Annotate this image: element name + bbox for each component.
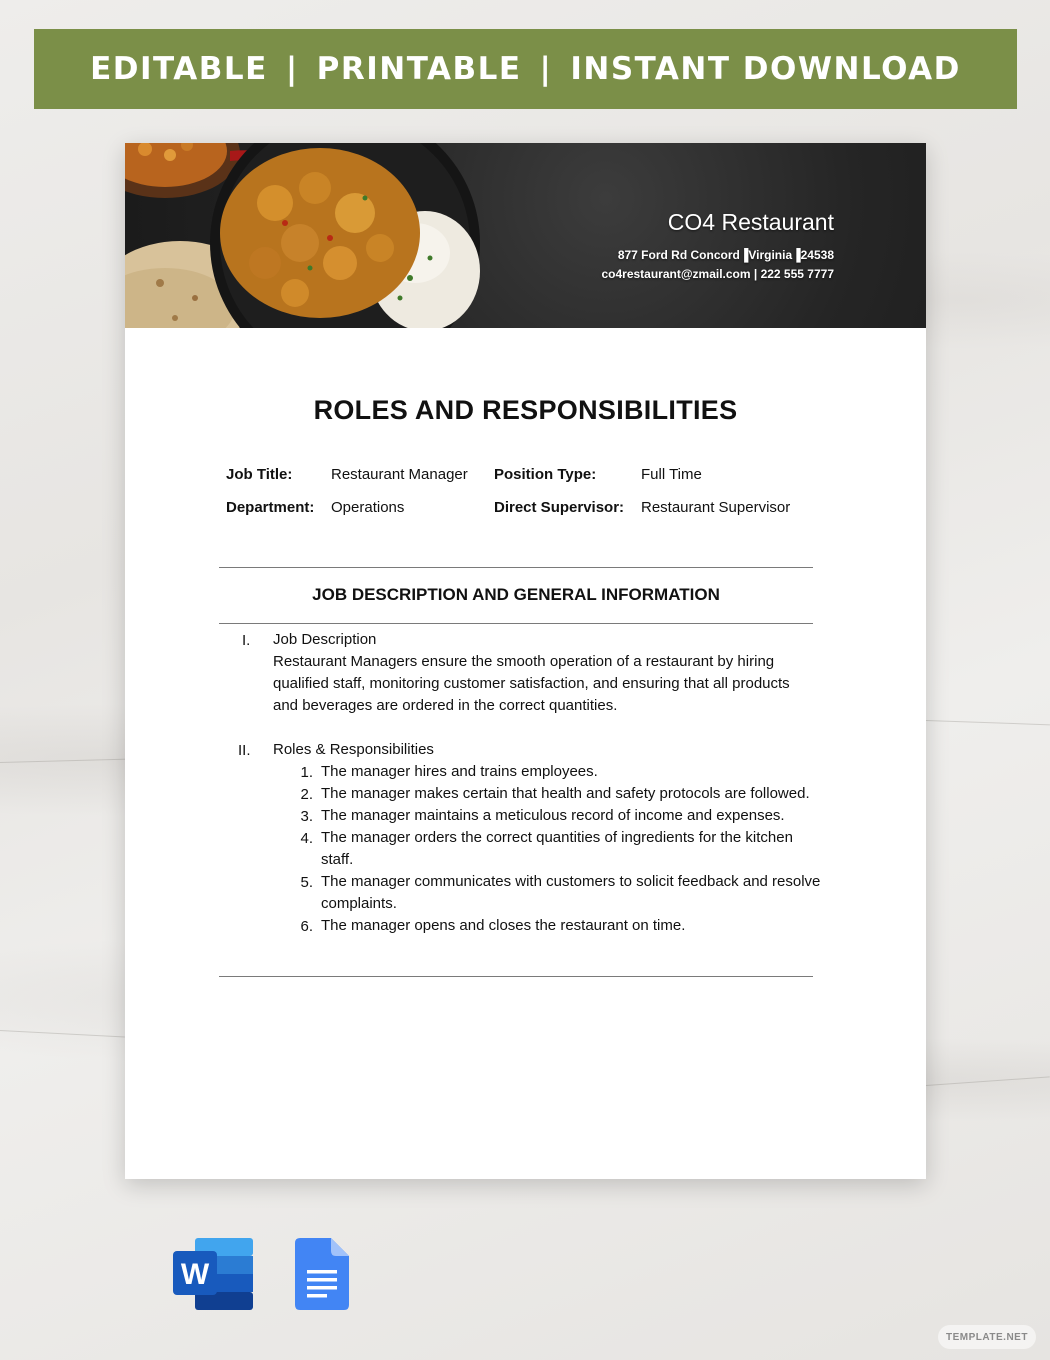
position-type-value: Full Time: [641, 466, 702, 483]
banner-separator: |: [539, 51, 553, 87]
department-value: Operations: [331, 499, 405, 516]
company-info: [601, 209, 834, 284]
company-name: CO4 Restaurant: [667, 209, 834, 235]
microsoft-word-icon: [173, 1238, 255, 1310]
list-item-continuation: staff.: [321, 851, 354, 868]
department-label: Department:: [226, 499, 315, 516]
google-docs-icon: [295, 1238, 349, 1310]
section-divider: [219, 623, 813, 624]
list-item-number: 1.: [300, 764, 313, 781]
job-description-line: Restaurant Managers ensure the smooth operation of a restaurant by hiring: [273, 653, 775, 670]
list-item-number: 4.: [300, 830, 313, 847]
list-item: The manager hires and trains employees.: [321, 763, 598, 780]
job-description-line: qualified staff, monitoring customer satisfaction, and ensuring that all products: [273, 675, 790, 692]
header-food-image: [125, 143, 926, 328]
company-contact: co4restaurant@zmail.com | 222 555 7777: [601, 267, 834, 281]
section-1-numeral: I.: [242, 632, 251, 649]
list-item: The manager communicates with customers to solicit feedback and resolve: [321, 873, 821, 890]
list-item-number: 5.: [300, 874, 313, 891]
document-title: ROLES AND RESPONSIBILITIES: [313, 395, 738, 425]
template-net-watermark: TEMPLATE.NET: [938, 1325, 1036, 1349]
list-item: The manager makes certain that health and safety protocols are followed.: [321, 785, 810, 802]
list-item-number: 6.: [300, 918, 313, 935]
list-item-number: 3.: [300, 808, 313, 825]
banner-separator: |: [285, 51, 299, 87]
job-title-value: Restaurant Manager: [331, 466, 468, 483]
section-2-heading: Roles & Responsibilities: [273, 741, 434, 758]
section-title: JOB DESCRIPTION AND GENERAL INFORMATION: [312, 585, 720, 604]
list-item: The manager orders the correct quantities of ingredients for the kitchen: [321, 829, 793, 846]
banner-instant-download: INSTANT DOWNLOAD: [570, 51, 961, 87]
job-description-line: and beverages are ordered in the correct quantities.: [273, 697, 618, 714]
list-item: The manager opens and closes the restaurant on time.: [321, 917, 686, 934]
marble-vein: [926, 720, 1050, 725]
position-type-label: Position Type:: [494, 466, 597, 483]
section-1-heading: Job Description: [273, 631, 377, 648]
section-2-numeral: II.: [238, 742, 251, 759]
company-address: 877 Ford Rd Concord▐Virginia▐24538: [617, 248, 834, 262]
list-item-continuation: complaints.: [321, 895, 397, 912]
banner-printable: PRINTABLE: [316, 51, 522, 87]
list-item-number: 2.: [300, 786, 313, 803]
marble-vein: [0, 1030, 125, 1038]
direct-supervisor-label: Direct Supervisor:: [494, 499, 625, 516]
section-divider: [219, 976, 813, 977]
section-divider: [219, 567, 813, 568]
job-title-label: Job Title:: [226, 466, 293, 483]
list-item: The manager maintains a meticulous record of income and expenses.: [321, 807, 785, 824]
direct-supervisor-value: Restaurant Supervisor: [641, 499, 791, 516]
feature-banner: [34, 29, 1017, 109]
marble-vein: [926, 1076, 1050, 1086]
word-letter: W: [180, 1258, 210, 1291]
banner-editable: EDITABLE: [90, 51, 268, 87]
document-page: [125, 143, 926, 1179]
